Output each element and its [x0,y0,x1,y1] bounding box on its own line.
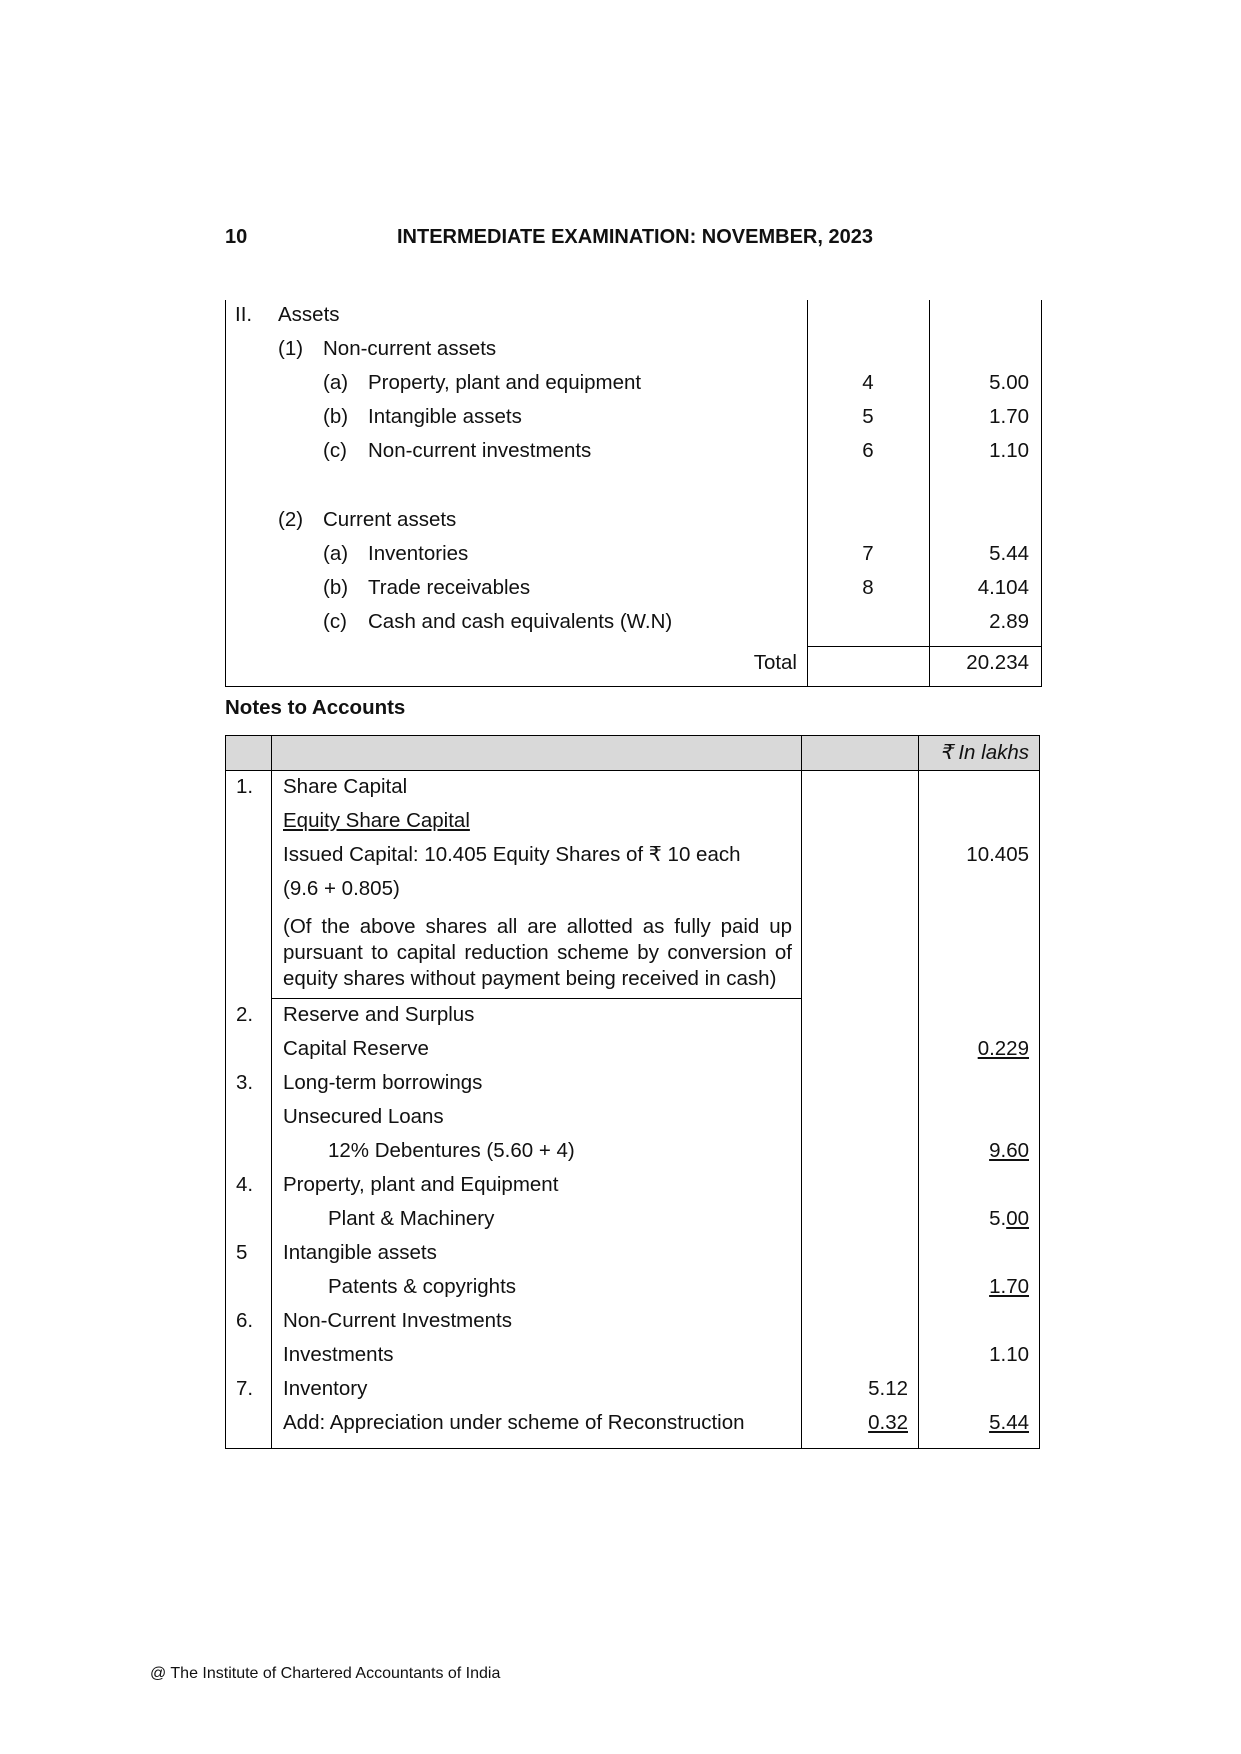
note-separator [271,998,801,999]
note-row [226,1034,1039,1064]
note-number: 1. [236,775,254,798]
note-amount: 1.10 [989,1343,1029,1366]
page-number: 10 [225,226,248,248]
total-label: Total [753,651,797,674]
note-number: 4. [236,1173,254,1196]
note-row [226,1170,1039,1200]
note-title: Share Capital [283,775,408,798]
note-row [226,1136,1039,1166]
note-number: 3. [236,1071,254,1094]
group-label: Non-current assets [323,337,497,360]
note-row [226,840,1039,870]
note-row [226,1340,1039,1370]
note-amount-fraction: 00 [1006,1207,1029,1230]
note-mid-amount: 0.32 [868,1411,908,1434]
item-letter: (c) [323,610,347,633]
note-mid-amount: 5.12 [868,1377,908,1400]
notes-heading: Notes to Accounts [225,696,406,719]
asset-row [226,402,1041,432]
total-rule [807,646,1041,647]
note-title: Intangible assets [283,1241,437,1264]
item-label: Cash and cash equivalents (W.N) [368,610,673,633]
total-amount: 20.234 [966,651,1029,674]
note-subtitle: Equity Share Capital [283,809,470,832]
item-label: Trade receivables [368,576,531,599]
section-label: Assets [278,303,340,326]
item-amount: 1.10 [989,439,1029,462]
note-row [226,1306,1039,1336]
note-amount: 0.229 [977,1037,1029,1060]
note-row [226,806,1039,836]
item-label: Non-current investments [368,439,592,462]
note-line: Add: Appreciation under scheme of Reconstruction [283,1411,745,1434]
total-row [226,648,1041,678]
unit-label: ₹ In lakhs [939,741,1029,764]
item-amount: 5.44 [989,542,1029,565]
current-heading-row [226,505,1041,535]
note-title: Non-Current Investments [283,1309,513,1332]
note-row [226,1000,1039,1030]
note-line: Investments [283,1343,394,1366]
note-amount: 1.70 [989,1275,1029,1298]
asset-row [226,436,1041,466]
note-amount: 10.405 [966,843,1029,866]
note-row [226,1272,1039,1302]
group-label: Current assets [323,508,457,531]
note-amount: 5.44 [989,1411,1029,1434]
item-note: 4 [862,371,874,394]
note-row [226,874,1039,904]
note-row [226,772,1039,802]
item-letter: (c) [323,439,347,462]
asset-row [226,573,1041,603]
group-number: (1) [278,337,304,360]
group-number: (2) [278,508,304,531]
note-title: Long-term borrowings [283,1071,483,1094]
item-letter: (a) [323,371,349,394]
note-title: Property, plant and Equipment [283,1173,559,1196]
item-letter: (b) [323,405,349,428]
item-note: 6 [862,439,874,462]
note-subline: 12% Debentures (5.60 + 4) [328,1139,575,1162]
page-header [225,226,1045,256]
note-number: 2. [236,1003,254,1026]
note-row [226,1102,1039,1132]
page-footer: @ The Institute of Chartered Accountants of India [150,1665,501,1682]
item-amount: 4.104 [977,576,1029,599]
note-line: (9.6 + 0.805) [283,877,400,900]
note-subline: Plant & Machinery [328,1207,495,1230]
item-letter: (b) [323,576,349,599]
note-amount: 9.60 [989,1139,1029,1162]
asset-row [226,539,1041,569]
note-amount-whole: 5. [989,1207,1007,1230]
assets-table [225,300,1042,687]
item-label: Property, plant and equipment [368,371,642,394]
note-row [226,1374,1039,1404]
section-number: II. [235,303,253,326]
note-title: Inventory [283,1377,368,1400]
note-row [226,1238,1039,1268]
note-line: Unsecured Loans [283,1105,444,1128]
assets-section-row [226,300,1041,330]
item-label: Inventories [368,542,469,565]
note-title: Reserve and Surplus [283,1003,475,1026]
item-note: 7 [862,542,874,565]
item-note: 8 [862,576,874,599]
item-label: Intangible assets [368,405,522,428]
item-amount: 5.00 [989,371,1029,394]
note-line: Issued Capital: 10.405 Equity Shares of ₹ 10 each [283,843,741,866]
noncurrent-heading-row [226,334,1041,364]
asset-row [226,368,1041,398]
item-amount: 2.89 [989,610,1029,633]
item-amount: 1.70 [989,405,1029,428]
note-number: 5 [236,1241,248,1264]
note-amount [919,1204,1039,1234]
asset-row [226,607,1041,637]
note-row [226,1204,1039,1234]
note-row [226,1068,1039,1098]
item-letter: (a) [323,542,349,565]
note-subline: Patents & copyrights [328,1275,517,1298]
page-title: INTERMEDIATE EXAMINATION: NOVEMBER, 2023 [397,226,873,248]
notes-table [225,735,1040,1449]
note-row [226,1408,1039,1438]
note-line: Capital Reserve [283,1037,429,1060]
item-note: 5 [862,405,874,428]
note-number: 7. [236,1377,254,1400]
note-number: 6. [236,1309,254,1332]
note-paragraph: (Of the above shares all are allotted as fully paid up pursuant to capital reduction scheme by conversion of equity shares without payment being received in cash) [283,915,792,990]
